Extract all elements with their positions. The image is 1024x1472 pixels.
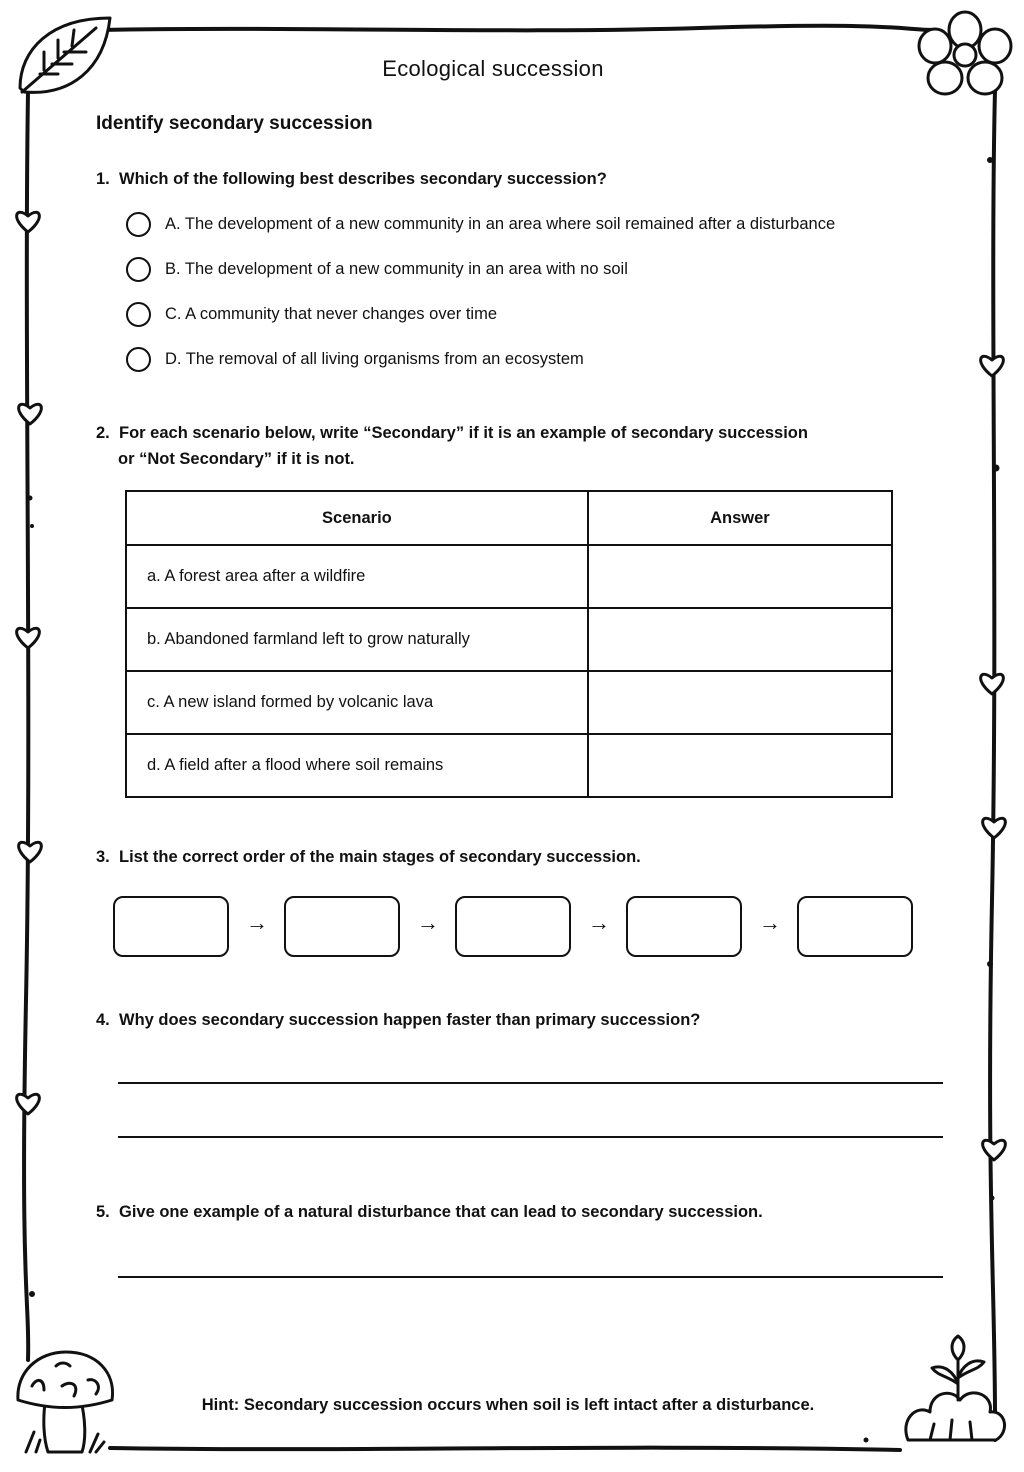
question-2 [96,424,808,443]
answer-cell[interactable] [588,545,892,608]
stage-box-2[interactable] [284,896,400,957]
radio-button[interactable] [126,212,151,237]
scenario-cell: a. A forest area after a wildfire [126,545,588,608]
table-row [126,608,892,671]
answer-cell[interactable] [588,734,892,797]
option-label: B. The development of a new community in an area with no soil [165,259,628,278]
section-heading: Identify secondary succession [96,113,373,134]
hint-text: Hint: Secondary succession occurs when soil is left intact after a disturbance. [201,1396,815,1414]
stage-box-5[interactable] [797,896,913,957]
answer-line[interactable] [118,1136,943,1138]
header-answer: Answer [588,491,892,545]
question-text: For each scenario below, write “Secondary” if it is an example of secondary succession [119,424,808,442]
answer-cell[interactable] [588,608,892,671]
option-label: D. The removal of all living organisms from an ecosystem [165,349,584,368]
question-5 [96,1203,763,1222]
question-number: 1. [96,170,110,188]
table-row [126,734,892,797]
radio-button[interactable] [126,347,151,372]
scenario-cell: d. A field after a flood where soil remains [126,734,588,797]
answer-line[interactable] [118,1276,943,1278]
option-a[interactable] [126,209,835,239]
option-label: A. The development of a new community in an area where soil remained after a disturbance [165,214,836,233]
table-row [126,671,892,734]
arrow-right-icon: → [588,910,610,935]
option-b[interactable] [126,254,628,284]
question-number: 4. [96,1011,110,1029]
answer-cell[interactable] [588,671,892,734]
plant-icon [906,1336,1005,1440]
header-scenario: Scenario [126,491,588,545]
question-text-continued: or “Not Secondary” if it is not. [118,450,355,468]
question-text: List the correct order of the main stages of secondary succession. [119,848,641,866]
question-number: 2. [96,424,110,442]
table-header-row [126,491,892,545]
arrow-right-icon: → [759,910,781,935]
option-d[interactable] [126,344,584,374]
radio-button[interactable] [126,257,151,282]
stage-box-1[interactable] [113,896,229,957]
scenario-cell: b. Abandoned farmland left to grow naturally [126,608,588,671]
radio-button[interactable] [126,302,151,327]
table-row [126,545,892,608]
question-text: Give one example of a natural disturbance that can lead to secondary succession. [119,1203,763,1221]
arrow-right-icon: → [417,910,439,935]
question-number: 3. [96,848,110,866]
page-title: Ecological succession [382,56,604,81]
arrow-right-icon: → [246,910,268,935]
question-number: 5. [96,1203,110,1221]
question-3 [96,848,641,867]
stage-box-4[interactable] [626,896,742,957]
question-4 [96,1011,700,1030]
question-text: Why does secondary succession happen faster than primary succession? [119,1011,701,1029]
option-c[interactable] [126,299,497,329]
scenario-cell: c. A new island formed by volcanic lava [126,671,588,734]
stage-box-3[interactable] [455,896,571,957]
option-label: C. A community that never changes over time [165,304,497,323]
scenario-table [125,490,893,798]
answer-line[interactable] [118,1082,943,1084]
question-text: Which of the following best describes secondary succession? [119,170,607,188]
question-1 [96,170,607,189]
